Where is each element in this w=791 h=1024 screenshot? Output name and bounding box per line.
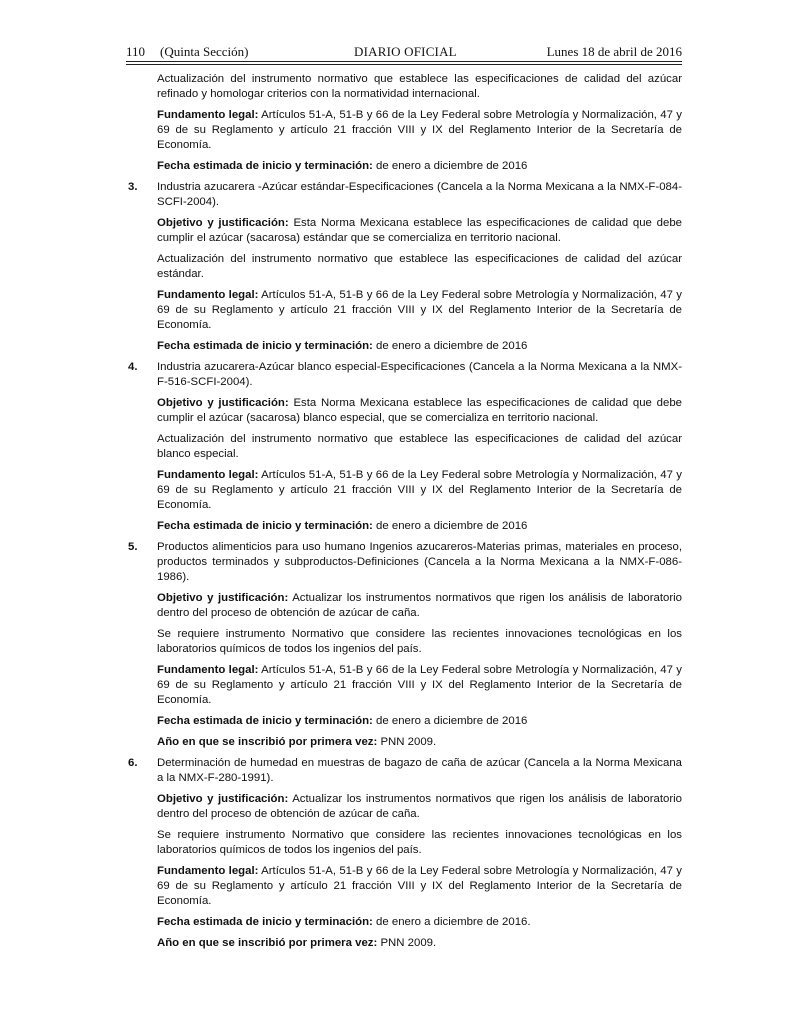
item-title: Productos alimenticios para uso humano Ingenios azucareros-Materias primas, materiales en proceso, productos terminados y subproductos-Definiciones (Cancela a la Norma Mexicana a la NMX-F-086-1986). xyxy=(157,541,682,583)
list-item-4 xyxy=(126,360,682,390)
header-rule-bottom xyxy=(126,64,682,65)
fecha-label: Fecha estimada de inicio y terminación: xyxy=(157,715,373,727)
objetivo-label: Objetivo y justificación: xyxy=(157,592,289,604)
item-anio: Año en que se inscribió por primera vez: PNN 2009. xyxy=(157,736,437,748)
item-fecha: Fecha estimada de inicio y terminación: de enero a diciembre de 2016 xyxy=(157,520,528,532)
objetivo-label: Objetivo y justificación: xyxy=(157,793,289,805)
publication-title: DIARIO OFICIAL xyxy=(354,44,457,59)
item-fecha: Fecha estimada de inicio y terminación: de enero a diciembre de 2016 xyxy=(157,715,528,727)
fundamento-label: Fundamento legal: xyxy=(157,865,259,877)
fundamento-label: Fundamento legal: xyxy=(157,109,259,121)
list-item-5 xyxy=(126,540,682,585)
objetivo-label: Objetivo y justificación: xyxy=(157,397,289,409)
intro-fundamento: Fundamento legal: Artículos 51-A, 51-B y 66 de la Ley Federal sobre Metrología y Normalización, 47 y 69 de su Reglamento y artículo 21 fracción VIII y IX del Reglamento Interior de la Secretaría de Economía. xyxy=(157,109,682,151)
fundamento-label: Fundamento legal: xyxy=(157,469,259,481)
fundamento-label: Fundamento legal: xyxy=(157,289,259,301)
anio-label: Año en que se inscribió por primera vez: xyxy=(157,937,378,949)
item-fundamento: Fundamento legal: Artículos 51-A, 51-B y 66 de la Ley Federal sobre Metrología y Normalización, 47 y 69 de su Reglamento y artículo 21 fracción VIII y IX del Reglamento Interior de la Secretaría de Economía. xyxy=(157,289,682,331)
item-title: Determinación de humedad en muestras de bagazo de caña de azúcar (Cancela a la Norma Mexicana a la NMX-F-280-1991). xyxy=(157,757,682,784)
item-anio: Año en que se inscribió por primera vez: PNN 2009. xyxy=(157,937,437,949)
section-label: (Quinta Sección) xyxy=(160,44,249,59)
item-number: 3. xyxy=(128,181,138,193)
item-fundamento: Fundamento legal: Artículos 51-A, 51-B y 66 de la Ley Federal sobre Metrología y Normalización, 47 y 69 de su Reglamento y artículo 21 fracción VIII y IX del Reglamento Interior de la Secretaría de Economía. xyxy=(157,865,682,907)
intro-fecha: Fecha estimada de inicio y terminación: de enero a diciembre de 2016 xyxy=(157,160,528,172)
fecha-label: Fecha estimada de inicio y terminación: xyxy=(157,916,373,928)
item-number: 4. xyxy=(128,361,138,373)
item-extra: Actualización del instrumento normativo que establece las especificaciones de calidad del azúcar estándar. xyxy=(157,253,682,280)
item-objetivo: Objetivo y justificación: Esta Norma Mexicana establece las especificaciones de calidad que debe cumplir el azúcar (sacarosa) blanco especial, que se comercializa en territorio nacional. xyxy=(157,397,682,424)
item-number: 6. xyxy=(128,757,138,769)
page-number: 110 xyxy=(126,44,146,59)
header-rule-top xyxy=(126,61,682,62)
item-fecha: Fecha estimada de inicio y terminación: de enero a diciembre de 2016 xyxy=(157,340,528,352)
fecha-label: Fecha estimada de inicio y terminación: xyxy=(157,160,373,172)
fecha-label: Fecha estimada de inicio y terminación: xyxy=(157,340,373,352)
item-extra: Se requiere instrumento Normativo que considere las recientes innovaciones tecnológicas en los laboratorios químicos de todos los ingenios del país. xyxy=(157,628,682,655)
item-objetivo: Objetivo y justificación: Actualizar los instrumentos normativos que rigen los análisis de laboratorio dentro del proceso de obtención de azúcar de caña. xyxy=(157,592,682,619)
item-title: Industria azucarera-Azúcar blanco especial-Especificaciones (Cancela a la Norma Mexicana a la NMX-F-516-SCFI-2004). xyxy=(157,361,682,388)
list-item-3 xyxy=(126,180,682,210)
header-left xyxy=(126,43,248,61)
item-title: Industria azucarera -Azúcar estándar-Especificaciones (Cancela a la Norma Mexicana a la NMX-F-084-SCFI-2004). xyxy=(157,181,682,208)
item-fundamento: Fundamento legal: Artículos 51-A, 51-B y 66 de la Ley Federal sobre Metrología y Normalización, 47 y 69 de su Reglamento y artículo 21 fracción VIII y IX del Reglamento Interior de la Secretaría de Economía. xyxy=(157,469,682,511)
page-header xyxy=(126,43,682,61)
anio-label: Año en que se inscribió por primera vez: xyxy=(157,736,378,748)
item-objetivo: Objetivo y justificación: Actualizar los instrumentos normativos que rigen los análisis de laboratorio dentro del proceso de obtención de azúcar de caña. xyxy=(157,793,682,820)
fundamento-label: Fundamento legal: xyxy=(157,664,259,676)
item-fundamento: Fundamento legal: Artículos 51-A, 51-B y 66 de la Ley Federal sobre Metrología y Normalización, 47 y 69 de su Reglamento y artículo 21 fracción VIII y IX del Reglamento Interior de la Secretaría de Economía. xyxy=(157,664,682,706)
objetivo-label: Objetivo y justificación: xyxy=(157,217,289,229)
list-item-6 xyxy=(126,756,682,786)
item-objetivo: Objetivo y justificación: Esta Norma Mexicana establece las especificaciones de calidad que debe cumplir el azúcar (sacarosa) estándar que se comercializa en territorio nacional. xyxy=(157,217,682,244)
fecha-label: Fecha estimada de inicio y terminación: xyxy=(157,520,373,532)
item-extra: Se requiere instrumento Normativo que considere las recientes innovaciones tecnológicas en los laboratorios químicos de todos los ingenios del país. xyxy=(157,829,682,856)
item-extra: Actualización del instrumento normativo que establece las especificaciones de calidad del azúcar blanco especial. xyxy=(157,433,682,460)
item-fecha: Fecha estimada de inicio y terminación: de enero a diciembre de 2016. xyxy=(157,916,531,928)
document-body xyxy=(126,72,682,957)
intro-actualizacion: Actualización del instrumento normativo que establece las especificaciones de calidad del azúcar refinado y homologar criterios con la normatividad internacional. xyxy=(157,73,682,100)
item-number: 5. xyxy=(128,541,138,553)
publication-date: Lunes 18 de abril de 2016 xyxy=(546,44,682,59)
